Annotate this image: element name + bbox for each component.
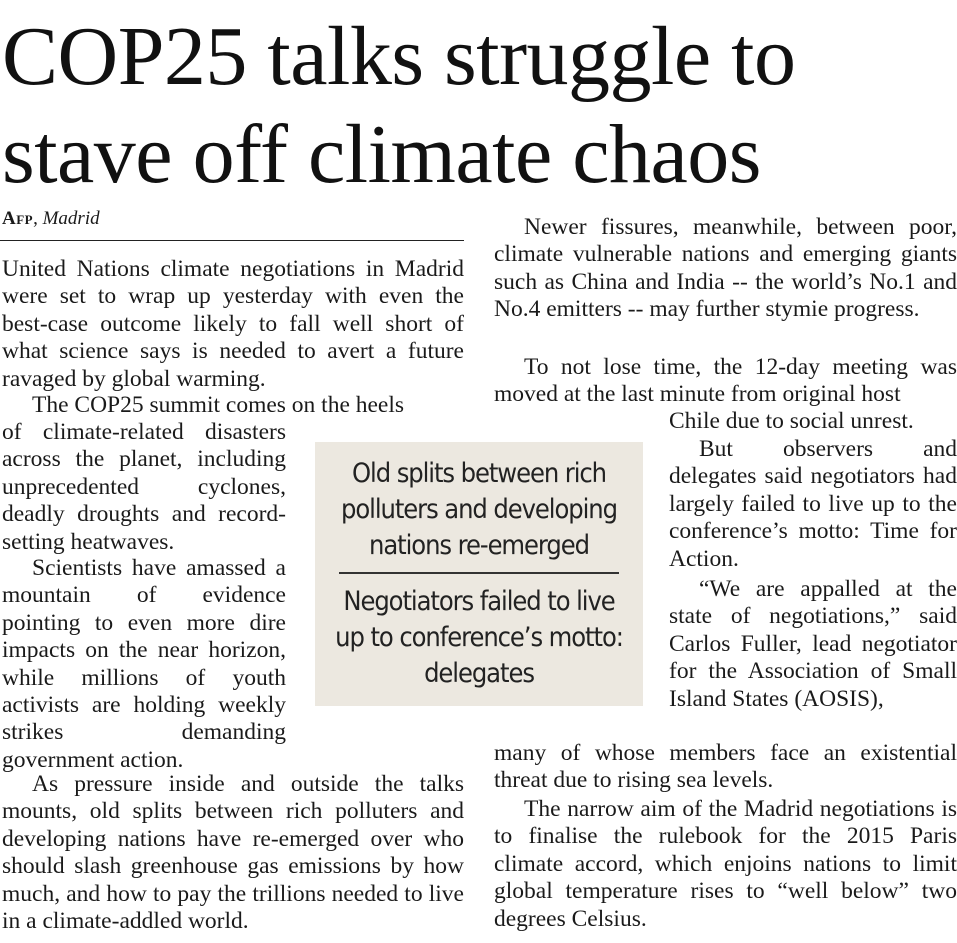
right-paragraph-4-rest: many of whose members face an existential threat due to rising sea levels. — [494, 740, 957, 794]
dateline-agency: Afp — [2, 208, 34, 229]
right-paragraph-2-rest: Chile due to social unrest. — [669, 408, 914, 434]
pull-quote-divider — [339, 572, 619, 574]
headline: COP25 talks struggle to stave off climate chaos — [2, 10, 796, 201]
left-paragraph-4: As pressure inside and outside the talks mounts, old splits between rich polluters and developing nations have re-emerged over who should slash greenhouse gas emissions by how much, and how to pay the trillions needed to live in a climate-addled world. — [2, 771, 464, 935]
dateline — [2, 208, 100, 230]
right-paragraph-4-start: “We are appalled at the state of negotiations,” said Carlos Fuller, lead negotiator for the Association of Small Island States (AOSIS), — [669, 576, 957, 712]
right-paragraph-3: But observers and delegates said negotiators had largely failed to live up to the conference’s motto: Time for Action. — [669, 436, 957, 572]
left-paragraph-2-rest: of climate-related disasters across the planet, including unprecedented cyclones, deadly droughts and record-setting heatwaves. — [2, 419, 286, 555]
right-paragraph-5: The narrow aim of the Madrid negotiations is to finalise the rulebook for the 2015 Paris climate accord, which enjoins nations to limit global temperature rises to “well below” two degrees Celsius. — [494, 796, 957, 932]
dateline-separator: , — [33, 208, 38, 229]
left-paragraph-1: United Nations climate negotiations in Madrid were set to wrap up yesterday with even the best-case outcome likely to fall well short of what science says is needed to avert a future ravaged by global warming. — [2, 256, 464, 392]
pull-quote-box — [315, 442, 643, 706]
left-paragraph-2-start: The COP25 summit comes on the heels — [32, 392, 405, 418]
left-paragraph-3: Scientists have amassed a mountain of evidence pointing to even more dire impacts on the near horizon, while millions of youth activists are holding weekly strikes demanding government action. — [2, 555, 286, 773]
dateline-place: Madrid — [42, 208, 100, 229]
right-paragraph-1: Newer fissures, meanwhile, between poor, climate vulnerable nations and emerging giants such as China and India -- the world’s No.1 and No.4 emitters -- may further stymie progress. — [494, 214, 957, 323]
pull-quote-2: Negotiators failed to live up to conference’s motto: delegates — [335, 586, 623, 689]
pull-quote-1: Old splits between rich polluters and developing nations re-emerged — [341, 458, 617, 561]
dateline-rule — [0, 240, 464, 241]
right-paragraph-2-start: To not lose time, the 12-day meeting was moved at the last minute from original host — [494, 354, 957, 408]
